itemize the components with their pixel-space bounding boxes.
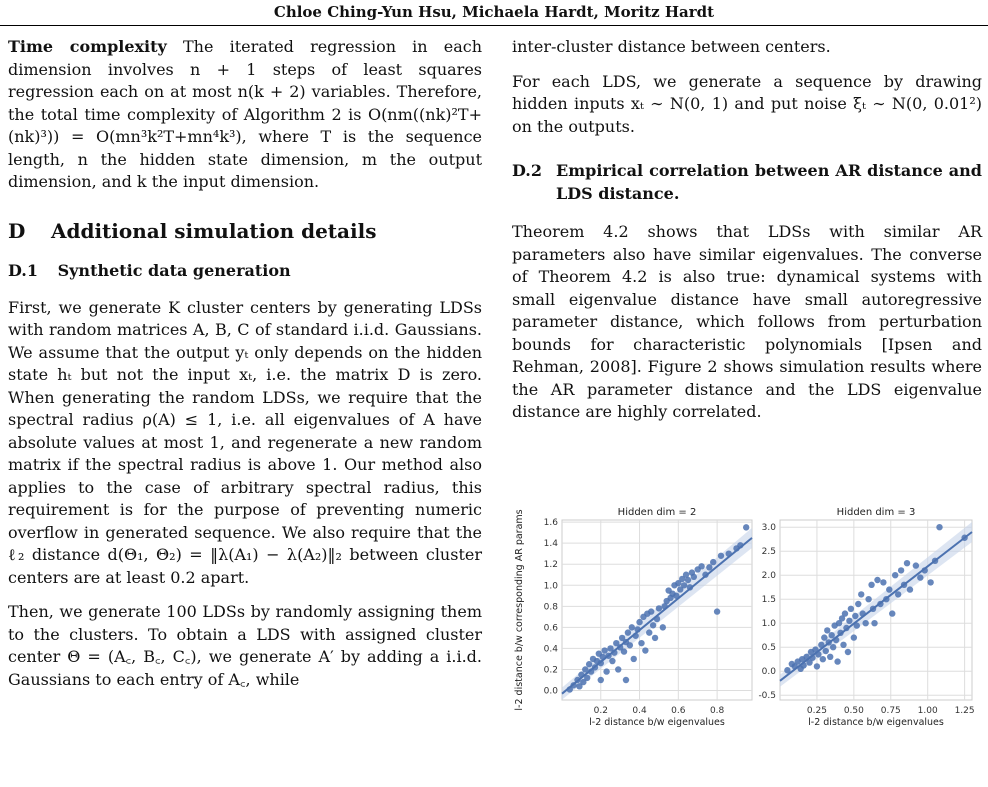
data-point <box>611 649 617 655</box>
paragraph-cluster-centers: First, we generate K cluster centers by generating LDSs with random matrices A, B, C of standard i.i.d. Gaussians. We assume that the output yₜ only depends on the hidden state hₜ but not the input xₜ, i.e. the matrix D is zero. When generating the random LDSs, we require that the spectral radius ρ(A) ≤ 1, i.e. all eigenvalues of A have absolute values at most 1, and regenerate a new random matrix if the spectral radius is above 1. Our method also applies to the case of arbitrary spectral radius, this requirement is for the purpose of preventing numeric overflow in generated sequence. We also require that the ℓ₂ distance d(Θ₁, Θ₂) = ‖λ(A₁) − λ(A₂)‖₂ between cluster centers are at least 0.2 apart. <box>8 297 482 587</box>
left-column <box>8 36 482 703</box>
x-axis-label: l-2 distance b/w eigenvalues <box>589 717 725 728</box>
data-point <box>621 648 627 654</box>
x-tick-label: 0.6 <box>671 706 686 716</box>
x-tick-label: 0.50 <box>843 706 864 716</box>
y-tick-label: 2.0 <box>761 571 776 582</box>
data-point <box>634 626 640 632</box>
data-point <box>880 579 886 585</box>
data-point <box>570 682 576 688</box>
data-point <box>828 632 834 638</box>
subsection-number-d1: D.1 <box>8 261 39 280</box>
data-point <box>901 582 907 588</box>
data-point <box>895 591 901 597</box>
data-point <box>815 651 821 657</box>
data-point <box>840 642 846 648</box>
data-point <box>714 608 720 614</box>
data-point <box>913 562 919 568</box>
data-point <box>632 633 638 639</box>
time-complexity-paragraph <box>8 36 482 194</box>
data-point <box>821 634 827 640</box>
data-point <box>636 619 642 625</box>
section-number: D <box>8 218 26 243</box>
x-tick-label: 1.00 <box>917 706 938 716</box>
data-point <box>681 582 687 588</box>
data-point <box>623 677 629 683</box>
data-point <box>706 564 712 570</box>
data-point <box>702 572 708 578</box>
subsection-heading-d2 <box>512 160 982 205</box>
data-point <box>631 656 637 662</box>
data-point <box>743 524 749 530</box>
data-point <box>800 662 806 668</box>
running-header: Chloe Ching-Yun Hsu, Michaela Hardt, Moritz Hardt <box>273 3 715 21</box>
subsection-heading-d1 <box>8 260 482 283</box>
data-point <box>843 625 849 631</box>
data-point <box>718 553 724 559</box>
data-point <box>868 582 874 588</box>
data-point <box>852 613 858 619</box>
data-point <box>648 608 654 614</box>
data-point <box>936 524 942 530</box>
data-point <box>907 586 913 592</box>
time-complexity-heading: Time complexity <box>8 37 167 56</box>
right-column <box>512 36 982 436</box>
data-point <box>615 666 621 672</box>
y-tick-label: 0.0 <box>761 667 776 678</box>
data-point <box>652 635 658 641</box>
data-point <box>932 558 938 564</box>
x-tick-label: 0.75 <box>880 706 901 716</box>
data-point <box>818 642 824 648</box>
data-point <box>922 567 928 573</box>
data-point <box>842 610 848 616</box>
paragraph-sequence-generation: For each LDS, we generate a sequence by drawing hidden inputs xₜ ∼ N(0, 1) and put noise ξₜ ∼ N(0, 0.01²) on the outputs. <box>512 71 982 136</box>
data-point <box>827 654 833 660</box>
data-point <box>584 675 590 681</box>
y-tick-label: 1.0 <box>761 619 776 630</box>
paragraph-correlation: Theorem 4.2 shows that LDSs with similar AR parameters also have similar eigenvalues. The converse of Theorem 4.2 is also true: dynamical systems with small eigenvalue distance have small autoregressive parameter distance, which follows from perturbation bounds for characteristic polynomials [Ipsen and Rehman, 2008]. Figure 2 shows simulation results where the AR parameter distance and the LDS eigenvalue distance are highly correlated. <box>512 222 982 421</box>
y-tick-label: 1.2 <box>543 560 558 571</box>
data-point <box>858 591 864 597</box>
data-point <box>820 656 826 662</box>
data-point <box>809 655 815 661</box>
data-point <box>726 550 732 556</box>
data-point <box>582 666 588 672</box>
y-tick-label: 1.0 <box>543 581 558 592</box>
y-tick-label: 2.5 <box>761 547 776 558</box>
data-point <box>860 610 866 616</box>
data-point <box>603 668 609 674</box>
y-axis-label: l-2 distance b/w corresponding AR params <box>514 509 525 711</box>
data-point <box>737 542 743 548</box>
data-point <box>625 629 631 635</box>
data-point <box>656 605 662 611</box>
data-point <box>865 596 871 602</box>
y-tick-label: 1.6 <box>543 518 558 529</box>
data-point <box>862 620 868 626</box>
data-point <box>874 577 880 583</box>
data-point <box>646 629 652 635</box>
data-point <box>845 649 851 655</box>
x-tick-label: 0.2 <box>593 706 608 716</box>
x-tick-label: 0.4 <box>632 706 647 716</box>
data-point <box>898 567 904 573</box>
y-tick-label: 0.4 <box>543 644 558 655</box>
data-point <box>886 586 892 592</box>
data-point <box>846 618 852 624</box>
data-point <box>638 640 644 646</box>
data-point <box>654 616 660 622</box>
data-point <box>871 620 877 626</box>
data-point <box>877 601 883 607</box>
data-point <box>824 627 830 633</box>
y-tick-label: 3.0 <box>761 523 776 534</box>
data-point <box>961 535 967 541</box>
data-point <box>598 660 604 666</box>
data-point <box>627 642 633 648</box>
data-point <box>784 667 790 673</box>
data-point <box>927 579 933 585</box>
header-rule <box>0 25 988 26</box>
data-point <box>698 563 704 569</box>
paragraph-inter-cluster: inter-cluster distance between centers. <box>512 37 831 56</box>
data-point <box>605 653 611 659</box>
subsection-title-d1: Synthetic data generation <box>57 261 291 280</box>
data-point <box>609 658 615 664</box>
data-point <box>578 672 584 678</box>
subsection-number-d2: D.2 <box>512 161 543 180</box>
data-point <box>855 601 861 607</box>
x-tick-label: 0.8 <box>709 706 725 716</box>
x-tick-label: 0.25 <box>806 706 827 716</box>
data-point <box>600 654 606 660</box>
data-point <box>870 606 876 612</box>
data-point <box>673 593 679 599</box>
data-point <box>833 637 839 643</box>
y-tick-label: 0.8 <box>543 602 558 613</box>
data-point <box>592 664 598 670</box>
data-point <box>823 648 829 654</box>
data-point <box>574 677 580 683</box>
data-point <box>650 622 656 628</box>
figure-2 <box>510 500 988 783</box>
data-point <box>685 577 691 583</box>
y-tick-label: 1.5 <box>761 595 776 606</box>
data-point <box>837 630 843 636</box>
subsection-title-d2: Empirical correlation between AR distance and LDS distance. <box>556 161 982 203</box>
data-point <box>883 596 889 602</box>
data-point <box>848 606 854 612</box>
y-tick-label: 0.2 <box>543 665 558 676</box>
data-point <box>710 559 716 565</box>
data-point <box>917 574 923 580</box>
data-point <box>851 634 857 640</box>
y-tick-label: 1.4 <box>543 539 558 550</box>
data-point <box>892 572 898 578</box>
data-point <box>834 658 840 664</box>
y-tick-label: -0.5 <box>758 691 776 702</box>
data-point <box>889 610 895 616</box>
data-point <box>830 644 836 650</box>
paragraph-generate-lds: Then, we generate 100 LDSs by randomly assigning them to the clusters. To obtain a LDS with assigned cluster center Θ = (A꜀, B꜀, C꜀), we generate A′ by adding a i.i.d. Gaussians to each entry of A꜀, while <box>8 602 482 689</box>
data-point <box>629 624 635 630</box>
data-point <box>826 639 832 645</box>
data-point <box>691 574 697 580</box>
data-point <box>803 654 809 660</box>
section-title: Additional simulation details <box>50 218 377 243</box>
data-point <box>854 622 860 628</box>
time-complexity-text: The iterated regression in each dimension involves n + 1 steps of least squares regression each on at most n(k + 2) variables. Therefore, the total time complexity of Algorithm 2 is O(nm((nk)²T+(nk)³)) = O(mn³k²T+mn⁴k³), where T is the sequence length, n the hidden state dimension, m the output dimension, and k the input dimension. <box>8 37 483 191</box>
panel-title: Hidden dim = 2 <box>617 507 697 518</box>
section-heading <box>8 220 482 243</box>
data-point <box>601 647 607 653</box>
x-tick-label: 1.25 <box>954 706 975 716</box>
data-point <box>660 624 666 630</box>
panel-title: Hidden dim = 3 <box>836 507 916 518</box>
y-tick-label: 0.0 <box>543 686 558 697</box>
figure-2-plots <box>510 500 988 783</box>
data-point <box>904 560 910 566</box>
y-tick-label: 0.5 <box>761 643 776 654</box>
x-axis-label: l-2 distance b/w eigenvalues <box>808 717 944 728</box>
data-point <box>687 584 693 590</box>
y-tick-label: 0.6 <box>543 623 558 634</box>
data-point <box>642 647 648 653</box>
data-point <box>586 661 592 667</box>
data-point <box>598 677 604 683</box>
data-point <box>814 663 820 669</box>
